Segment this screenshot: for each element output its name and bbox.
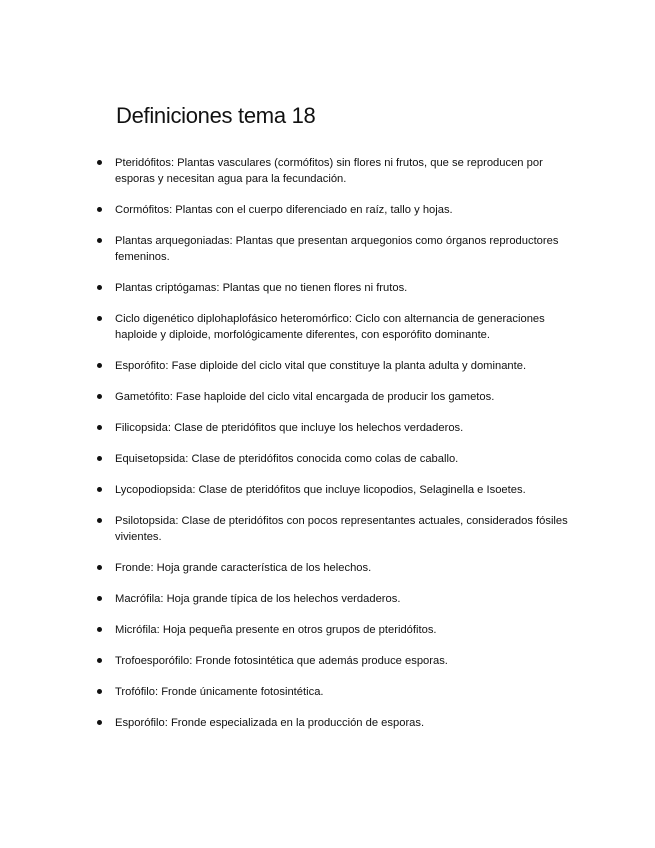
definition-text: Equisetopsida: Clase de pteridófitos conocida como colas de caballo.	[115, 453, 459, 465]
bullet-icon	[97, 316, 102, 321]
bullet-icon	[97, 207, 102, 212]
definition-item	[0, 653, 575, 669]
definition-text: Esporófilo: Fronde especializada en la producción de esporas.	[115, 717, 425, 729]
definition-item	[0, 622, 575, 638]
definition-item	[0, 389, 575, 405]
bullet-icon	[97, 518, 102, 523]
bullet-icon	[97, 596, 102, 601]
bullet-icon	[97, 627, 102, 632]
definition-item	[0, 560, 575, 576]
definition-text: Pteridófitos: Plantas vasculares (cormófitos) sin flores ni frutos, que se reproducen por esporas y necesitan agua para la fecundación.	[115, 157, 543, 185]
definition-item	[0, 202, 575, 218]
bullet-icon	[97, 456, 102, 461]
bullet-icon	[97, 487, 102, 492]
definition-item	[0, 591, 575, 607]
definition-text: Micrófila: Hoja pequeña presente en otros grupos de pteridófitos.	[115, 624, 437, 636]
bullet-icon	[97, 394, 102, 399]
definition-list	[0, 155, 655, 746]
definition-item	[0, 155, 575, 187]
definition-item	[0, 513, 575, 545]
definition-text: Trofoesporófilo: Fronde fotosintética que además produce esporas.	[115, 655, 448, 667]
bullet-icon	[97, 363, 102, 368]
definition-text: Plantas criptógamas: Plantas que no tienen flores ni frutos.	[115, 282, 408, 294]
definition-text: Esporófito: Fase diploide del ciclo vital que constituye la planta adulta y dominante.	[115, 360, 527, 372]
definition-text: Cormófitos: Plantas con el cuerpo diferenciado en raíz, tallo y hojas.	[115, 204, 453, 216]
definition-text: Fronde: Hoja grande característica de los helechos.	[115, 562, 372, 574]
definition-text: Trofófilo: Fronde únicamente fotosintética.	[115, 686, 324, 698]
bullet-icon	[97, 689, 102, 694]
definition-item	[0, 420, 575, 436]
definition-item	[0, 715, 575, 731]
definition-text: Plantas arquegoniadas: Plantas que presentan arquegonios como órganos reproductores femeninos.	[115, 235, 559, 263]
definition-item	[0, 684, 575, 700]
definition-text: Ciclo digenético diplohaplofásico heteromórfico: Ciclo con alternancia de generaciones haploide y diploide, morfológicamente diferentes, con esporófito dominante.	[115, 313, 545, 341]
definition-item	[0, 233, 575, 265]
definition-text: Psilotopsida: Clase de pteridófitos con pocos representantes actuales, considerados fósiles vivientes.	[115, 515, 568, 543]
definition-text: Macrófila: Hoja grande típica de los helechos verdaderos.	[115, 593, 401, 605]
bullet-icon	[97, 565, 102, 570]
definition-item	[0, 311, 575, 343]
bullet-icon	[97, 720, 102, 725]
definition-text: Gametófito: Fase haploide del ciclo vital encargada de producir los gametos.	[115, 391, 495, 403]
bullet-icon	[97, 285, 102, 290]
definition-item	[0, 280, 575, 296]
definition-item	[0, 358, 575, 374]
definition-text: Filicopsida: Clase de pteridófitos que incluye los helechos verdaderos.	[115, 422, 464, 434]
page-title: Definiciones tema 18	[116, 103, 316, 128]
bullet-icon	[97, 425, 102, 430]
bullet-icon	[97, 160, 102, 165]
bullet-icon	[97, 238, 102, 243]
bullet-icon	[97, 658, 102, 663]
definition-text: Lycopodiopsida: Clase de pteridófitos que incluye licopodios, Selaginella e Isoetes.	[115, 484, 526, 496]
definition-item	[0, 451, 575, 467]
definition-item	[0, 482, 575, 498]
